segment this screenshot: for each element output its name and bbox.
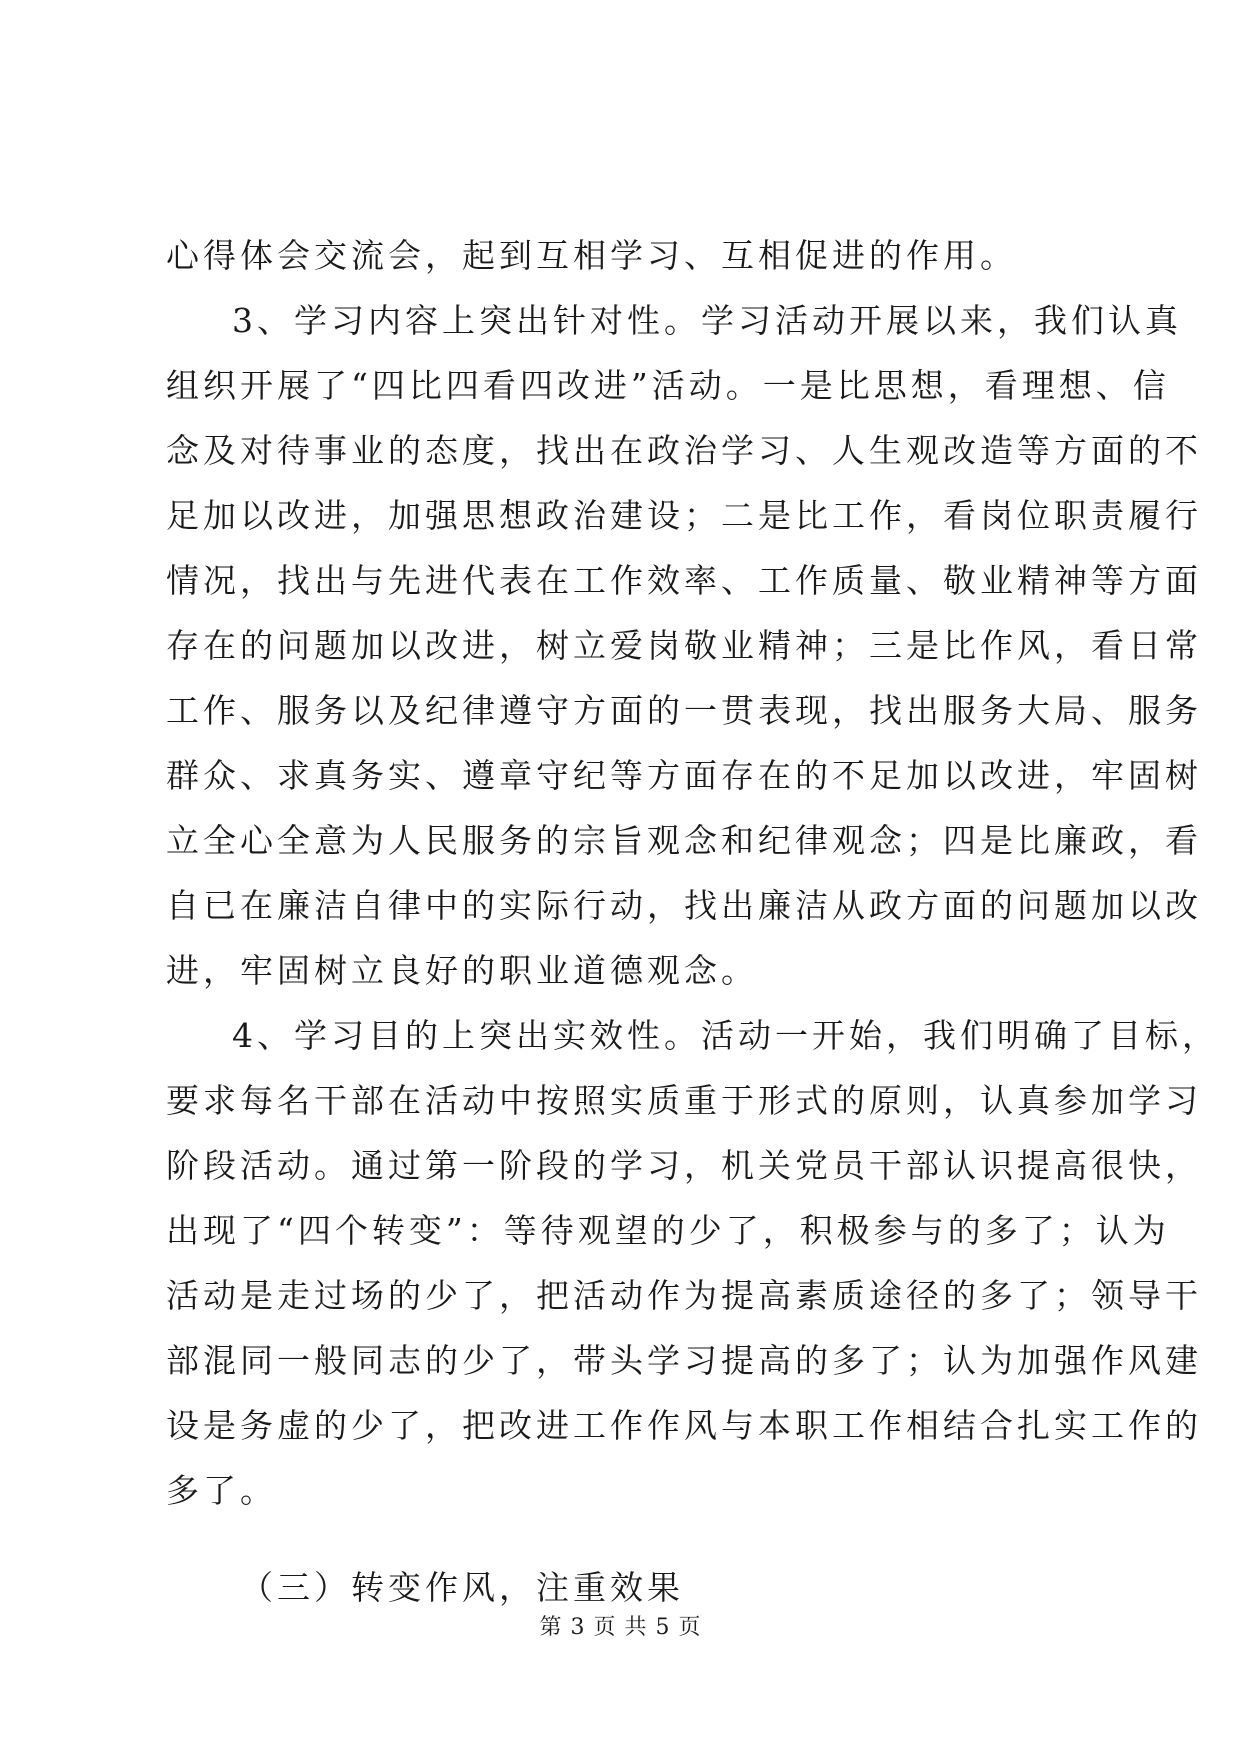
text-line: 念及对待事业的态度，找出在政治学习、人生观改造等方面的不 bbox=[166, 431, 1202, 470]
text-line: 多了。 bbox=[166, 1471, 277, 1510]
text-line: 设是务虚的少了，把改进工作作风与本职工作相结合扎实工作的 bbox=[166, 1406, 1202, 1445]
text-line: 阶段活动。通过第一阶段的学习，机关党员干部认识提高很快， bbox=[166, 1146, 1202, 1185]
text-line: 情况，找出与先进代表在工作效率、工作质量、敬业精神等方面 bbox=[166, 561, 1202, 600]
text-line: 足加以改进，加强思想政治建设；二是比工作，看岗位职责履行 bbox=[166, 496, 1202, 535]
text-line: 活动是走过场的少了，把活动作为提高素质途径的多了；领导干 bbox=[166, 1276, 1202, 1315]
section-heading: （三）转变作风，注重效果 bbox=[240, 1568, 684, 1607]
text-line: 群众、求真务实、遵章守纪等方面存在的不足加以改进，牢固树 bbox=[166, 756, 1202, 795]
text-line: 存在的问题加以改进，树立爱岗敬业精神；三是比作风，看日常 bbox=[166, 626, 1202, 665]
text-line: 心得体会交流会，起到互相学习、互相促进的作用。 bbox=[166, 236, 1017, 275]
text-line: 部混同一般同志的少了，带头学习提高的多了；认为加强作风建 bbox=[166, 1341, 1202, 1380]
text-line: 出现了“四个转变”：等待观望的少了，积极参与的多了；认为 bbox=[166, 1211, 1170, 1250]
text-line: 工作、服务以及纪律遵守方面的一贯表现，找出服务大局、服务 bbox=[166, 691, 1202, 730]
text-line: 立全心全意为人民服务的宗旨观念和纪律观念；四是比廉政，看 bbox=[166, 821, 1202, 860]
paragraph-3-start: 3、学习内容上突出针对性。学习活动开展以来，我们认真 bbox=[232, 301, 1182, 340]
text-line: 进，牢固树立良好的职业道德观念。 bbox=[166, 951, 758, 990]
document-body bbox=[166, 223, 1219, 1620]
text-line: 要求每名干部在活动中按照实质重于形式的原则，认真参加学习 bbox=[166, 1081, 1202, 1120]
text-line: 组织开展了“四比四看四改进”活动。一是比思想，看理想、信 bbox=[166, 366, 1170, 405]
text-line: 自已在廉洁自律中的实际行动，找出廉洁从政方面的问题加以改 bbox=[166, 886, 1202, 925]
paragraph-4-start: 4、学习目的上突出实效性。活动一开始，我们明确了目标， bbox=[232, 1016, 1219, 1055]
page-number-footer: 第 3 页 共 5 页 bbox=[539, 1615, 702, 1640]
